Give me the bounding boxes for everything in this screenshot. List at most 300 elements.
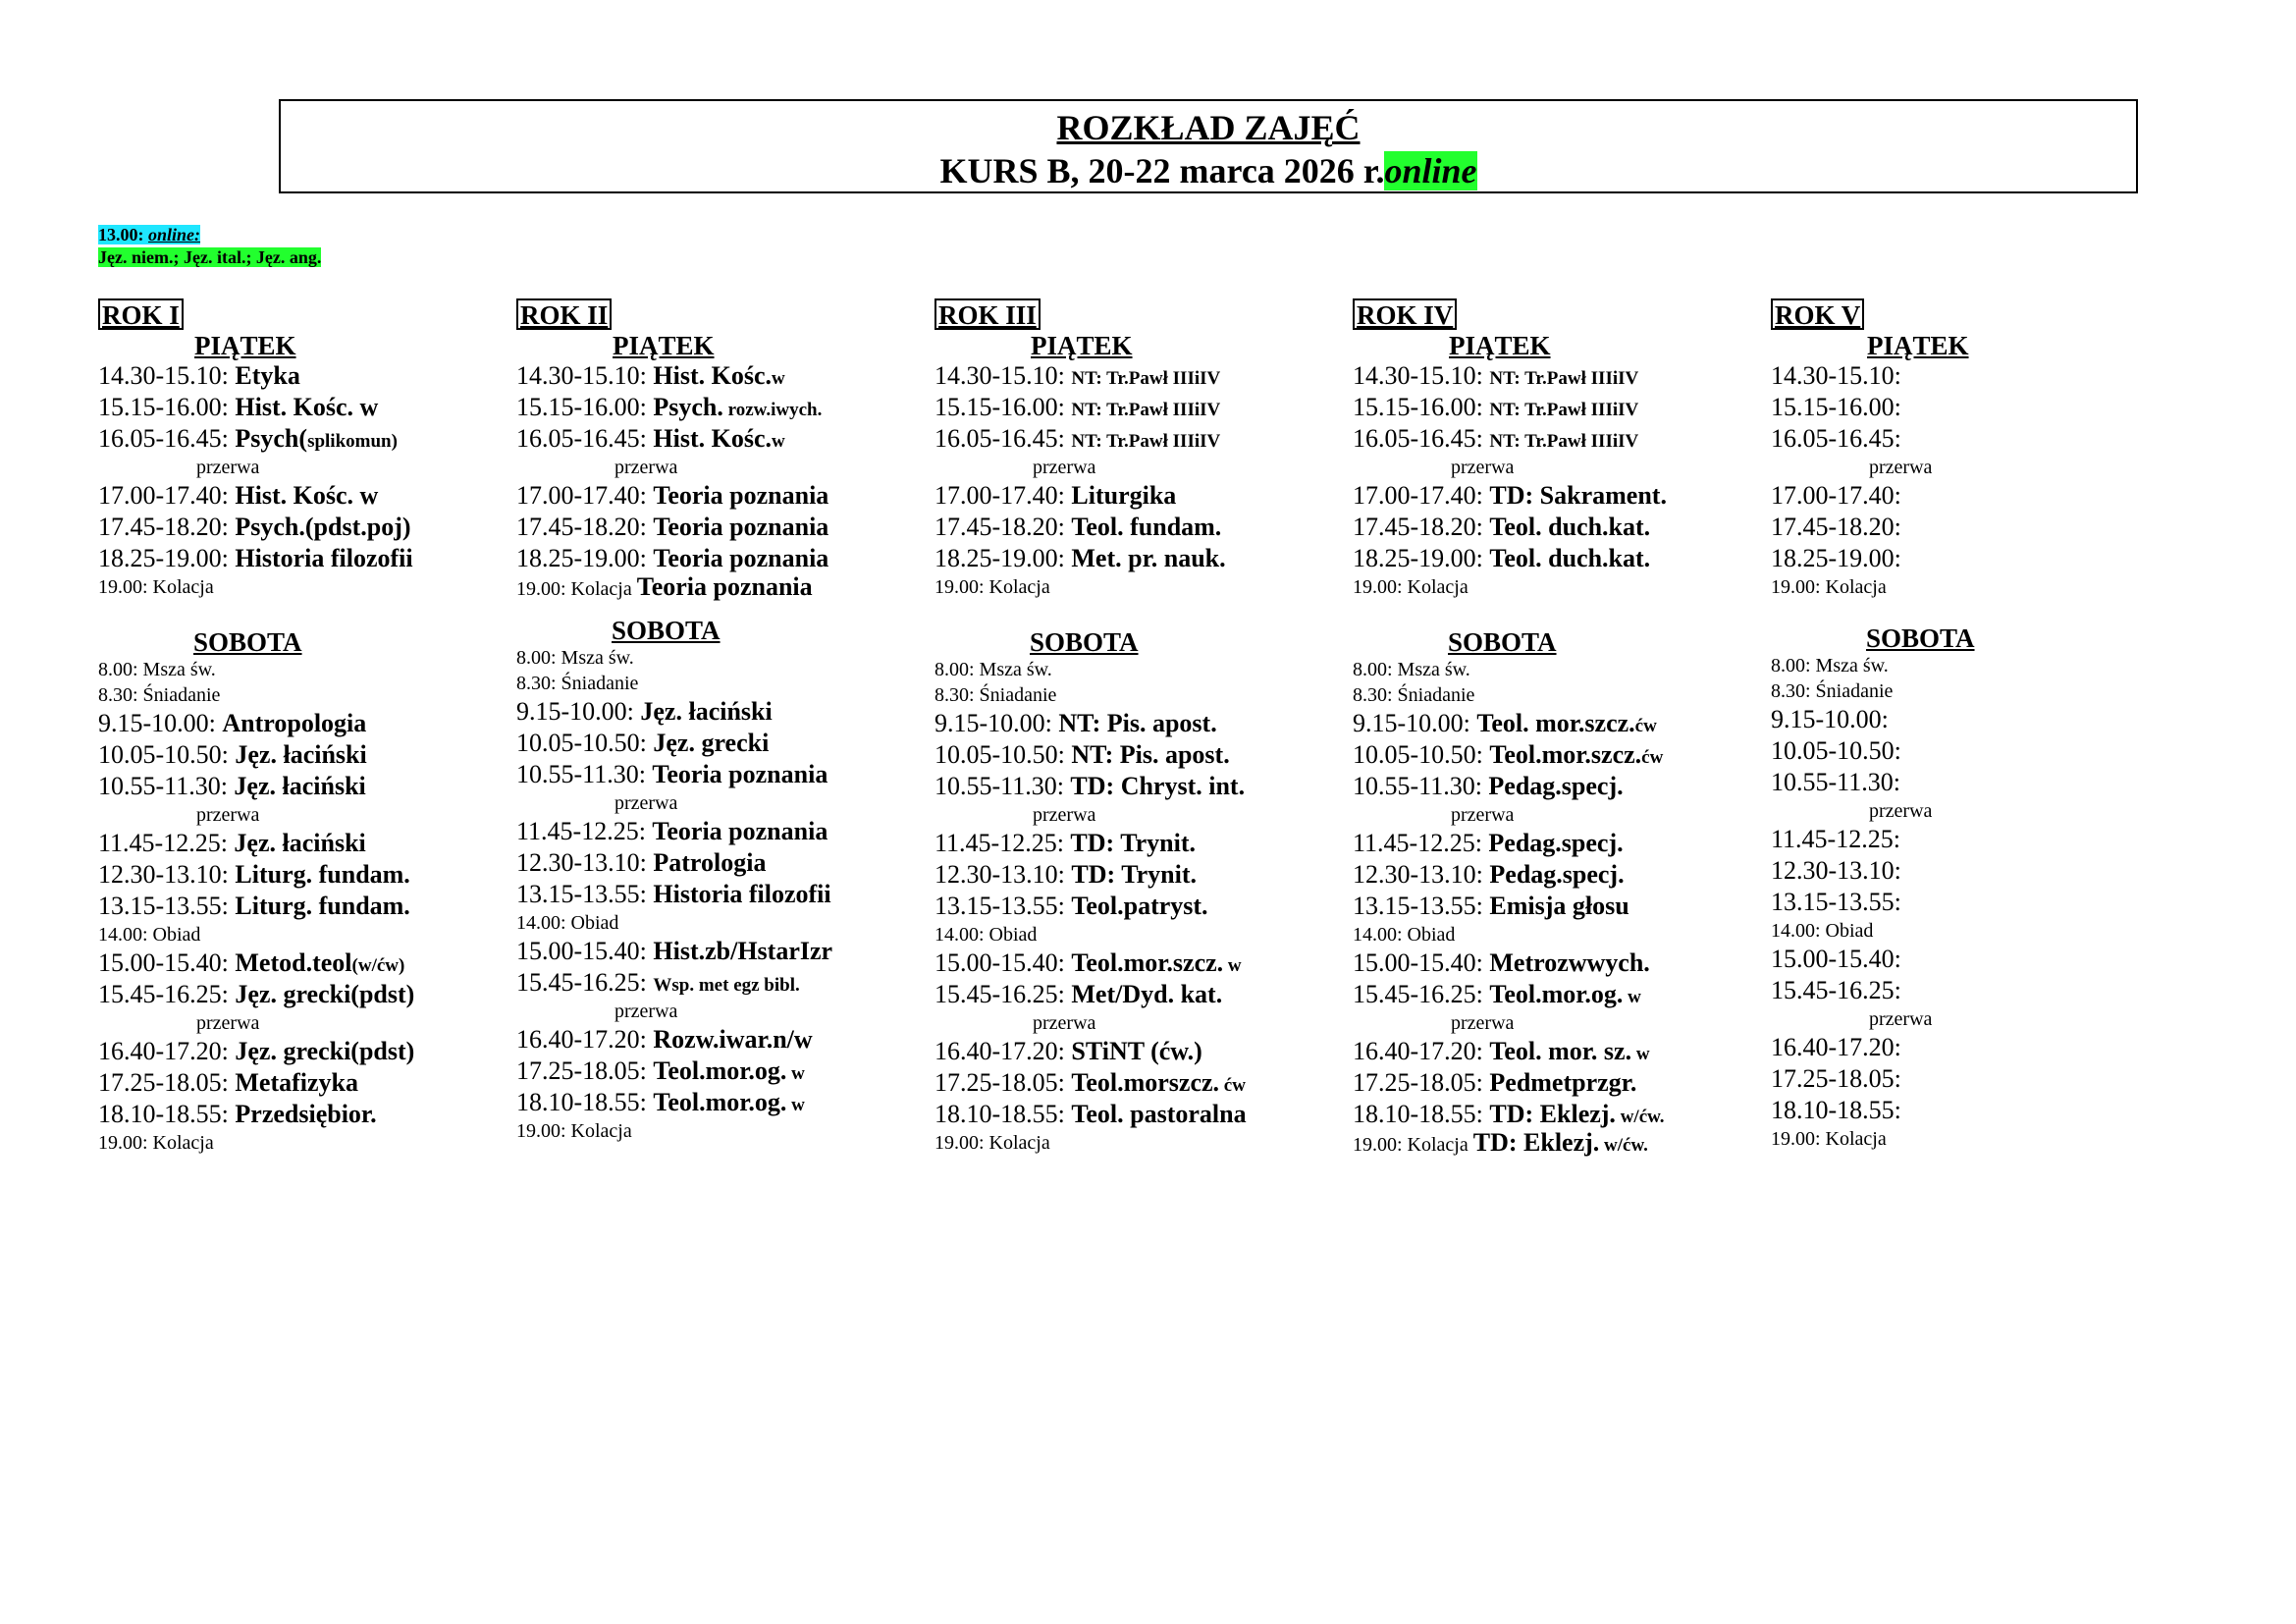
schedule-row: [1771, 855, 2183, 887]
time-slot: 15.15-16.00:: [934, 393, 1072, 421]
schedule-row: [1353, 828, 1765, 859]
online-note-line1: [98, 225, 200, 244]
meal-item: 8.00: Msza św.: [98, 659, 216, 680]
subject-name: Hist. Kośc.: [653, 361, 772, 390]
schedule-row: [98, 859, 510, 891]
day-heading-friday: PIĄTEK: [613, 331, 715, 360]
subject-name: Metod.teol: [235, 948, 352, 977]
schedule-row: [98, 828, 510, 859]
meal-item: 19.00: Kolacja: [516, 1120, 632, 1142]
subject-name: Hist. Kośc. w: [235, 481, 379, 510]
subject-note: w: [1631, 1044, 1650, 1064]
year-label: ROK IV: [1353, 298, 1457, 330]
time-slot: 9.15-10.00:: [934, 709, 1059, 737]
subject-note: NT: Tr.Pawł IIIiIV: [1489, 431, 1639, 452]
time-slot: 9.15-10.00:: [98, 709, 223, 737]
year-column: [934, 298, 1347, 1156]
time-slot: 15.45-16.25:: [1771, 976, 1901, 1004]
time-slot: 14.30-15.10:: [1353, 361, 1490, 390]
time-slot: 15.15-16.00:: [516, 393, 654, 421]
year-column: [1353, 298, 1765, 1156]
schedule-row: [516, 423, 929, 455]
time-slot: 17.25-18.05:: [1353, 1068, 1490, 1097]
year-label-wrap: [98, 298, 510, 330]
schedule-row: [1771, 1032, 2183, 1063]
meal-item: 8.30: Śniadanie: [1771, 680, 1894, 702]
year-label: ROK I: [98, 298, 184, 330]
subject-name: Psych.(pdst.poj): [235, 513, 411, 541]
time-slot: 15.00-15.40:: [1353, 948, 1490, 977]
time-slot: 10.55-11.30:: [98, 772, 235, 800]
subject-name: Teoria poznania: [652, 817, 828, 845]
meal-text: 19.00: Kolacja: [1353, 1134, 1473, 1156]
year-label-wrap: [934, 298, 1347, 330]
meal-item: [1353, 574, 1765, 600]
break-label: przerwa: [1451, 457, 1515, 478]
break-label: przerwa: [614, 457, 678, 478]
schedule-row: [516, 936, 929, 967]
time-slot: 16.05-16.45:: [98, 424, 236, 453]
subject-name: Teol. pastoralna: [1071, 1100, 1247, 1128]
schedule-row: [1771, 512, 2183, 543]
meal-item: 8.00: Msza św.: [1353, 659, 1470, 680]
schedule-row: [1353, 423, 1765, 455]
schedule-row: [934, 859, 1347, 891]
schedule-row: [98, 423, 510, 455]
schedule-row: [98, 1067, 510, 1099]
subject-note: w/ćw.: [1615, 1107, 1665, 1127]
schedule-row: [1771, 543, 2183, 574]
time-slot: 18.25-19.00:: [1771, 544, 1901, 572]
meal-item: 14.00: Obiad: [1771, 920, 1874, 942]
schedule-row: [934, 360, 1347, 392]
subject-name: Historia filozofii: [235, 544, 413, 572]
subject-name: Jęz. grecki: [653, 729, 770, 757]
subject-note: w: [786, 1095, 805, 1115]
subject-name: Teol.mor.szcz.: [1071, 948, 1224, 977]
year-label: ROK II: [516, 298, 612, 330]
schedule-row: [1771, 887, 2183, 918]
spacer: [1353, 600, 1765, 627]
time-slot: 12.30-13.10:: [516, 848, 654, 877]
subject-note: splikomun): [307, 431, 398, 452]
subject-name: Jęz. łaciński: [235, 740, 367, 769]
schedule-row: [934, 891, 1347, 922]
time-slot: 15.45-16.25:: [516, 968, 654, 997]
extra-subject: TD: Eklezj.: [1472, 1128, 1600, 1157]
subject-note: NT: Tr.Pawł IIIiIV: [1489, 368, 1639, 389]
schedule-row: [1771, 423, 2183, 455]
year-label: ROK III: [934, 298, 1041, 330]
schedule-row: [934, 392, 1347, 423]
time-slot: 9.15-10.00:: [516, 697, 641, 726]
time-slot: 17.25-18.05:: [934, 1068, 1072, 1097]
subject-name: Teol. duch.kat.: [1489, 544, 1651, 572]
time-slot: 17.00-17.40:: [934, 481, 1072, 510]
time-slot: 18.25-19.00:: [1353, 544, 1490, 572]
schedule-row: [516, 1087, 929, 1118]
time-slot: 16.05-16.45:: [1353, 424, 1490, 453]
online-highlight: online: [1384, 151, 1477, 190]
schedule-row: [1353, 1067, 1765, 1099]
schedule-row: [1771, 360, 2183, 392]
break-label: przerwa: [196, 804, 260, 826]
subject-name: Teoria poznania: [653, 481, 829, 510]
meal-item: [1353, 1130, 1765, 1156]
time-slot: 17.25-18.05:: [1771, 1064, 1901, 1093]
subject-name: Pedag.specj.: [1488, 829, 1624, 857]
schedule-row: [1353, 891, 1765, 922]
schedule-row: [516, 512, 929, 543]
schedule-row: [98, 708, 510, 739]
time-slot: 17.00-17.40:: [98, 481, 236, 510]
meal-item: [516, 574, 929, 600]
subject-name: Liturg. fundam.: [235, 860, 410, 889]
subject-name: TD: Trynit.: [1071, 860, 1197, 889]
time-slot: 16.40-17.20:: [1353, 1037, 1490, 1065]
subject-name: Met. pr. nauk.: [1071, 544, 1226, 572]
year-label-wrap: [1771, 298, 2183, 330]
time-slot: 18.10-18.55:: [516, 1088, 654, 1116]
time-slot: 15.00-15.40:: [934, 948, 1072, 977]
day-heading-friday: PIĄTEK: [194, 331, 296, 360]
page-subtitle: [281, 149, 2136, 192]
year-label: ROK V: [1771, 298, 1864, 330]
schedule-row: [516, 480, 929, 512]
schedule-row: [98, 543, 510, 574]
time-slot: 17.00-17.40:: [1771, 481, 1901, 510]
time-slot: 14.30-15.10:: [98, 361, 236, 390]
subject-name: Teoria poznania: [653, 513, 829, 541]
year-label-wrap: [516, 298, 929, 330]
time-slot: 15.45-16.25:: [98, 980, 236, 1008]
time-slot: 10.05-10.50:: [1353, 740, 1490, 769]
time-slot: 10.05-10.50:: [98, 740, 236, 769]
schedule-row: [516, 1056, 929, 1087]
subject-name: Teol.patryst.: [1071, 892, 1208, 920]
time-slot: 13.15-13.55:: [98, 892, 236, 920]
schedule-row: [98, 392, 510, 423]
subject-name: Antropologia: [222, 709, 367, 737]
meal-item: 19.00: Kolacja: [98, 1132, 214, 1154]
subject-name: TD: Sakrament.: [1489, 481, 1667, 510]
schedule-row: [1771, 944, 2183, 975]
subject-name: STiNT (ćw.): [1071, 1037, 1202, 1065]
subject-note: NT: Tr.Pawł IIIiIV: [1071, 400, 1221, 420]
subject-name: Metafizyka: [235, 1068, 359, 1097]
time-slot: 17.00-17.40:: [516, 481, 654, 510]
schedule-row: [516, 728, 929, 759]
time-slot: 16.40-17.20:: [98, 1037, 236, 1065]
schedule-row: [516, 360, 929, 392]
break-label: przerwa: [1033, 804, 1096, 826]
time-slot: 12.30-13.10:: [1353, 860, 1490, 889]
time-slot: 11.45-12.25:: [934, 829, 1071, 857]
schedule-row: [516, 392, 929, 423]
time-slot: 16.40-17.20:: [1771, 1033, 1901, 1061]
subject-name: NT: Pis. apost.: [1058, 709, 1217, 737]
schedule-row: [934, 947, 1347, 979]
schedule-row: [1353, 360, 1765, 392]
schedule-row: [1771, 704, 2183, 735]
schedule-row: [1353, 739, 1765, 771]
subject-name: Teol.mor.og.: [1489, 980, 1624, 1008]
time-slot: 10.05-10.50:: [934, 740, 1072, 769]
time-slot: 14.30-15.10:: [1771, 361, 1901, 390]
spacer: [98, 600, 510, 627]
break-label: przerwa: [1033, 1012, 1096, 1034]
subject-note: w: [786, 1063, 805, 1084]
schedule-row: [516, 847, 929, 879]
subject-name: Przedsiębior.: [235, 1100, 377, 1128]
schedule-row: [934, 979, 1347, 1010]
subject-name: Metrozwwych.: [1489, 948, 1650, 977]
time-slot: 16.05-16.45:: [1771, 424, 1901, 453]
subject-name: Jęz. łaciński: [234, 772, 366, 800]
page-title: ROZKŁAD ZAJĘĆ: [1056, 108, 1361, 147]
schedule-row: [1771, 1063, 2183, 1095]
subject-name: Teoria poznania: [653, 544, 829, 572]
schedule-row: [1771, 824, 2183, 855]
time-slot: 13.15-13.55:: [1771, 888, 1901, 916]
break-label: przerwa: [1451, 804, 1515, 826]
meal-item: 8.30: Śniadanie: [516, 673, 639, 694]
subject-name: Jęz. łaciński: [234, 829, 366, 857]
online-note-line2: Jęz. niem.; Jęz. ital.; Jęz. ang.: [98, 247, 322, 267]
subject-name: Emisja głosu: [1489, 892, 1629, 920]
subject-name: Rozw.iwar.n/w: [653, 1025, 813, 1054]
time-slot: 17.45-18.20:: [1771, 513, 1901, 541]
break-label: przerwa: [1869, 1008, 1933, 1030]
subject-name: Historia filozofii: [653, 880, 831, 908]
time-slot: 15.00-15.40:: [98, 948, 236, 977]
meal-item: 14.00: Obiad: [934, 924, 1038, 946]
year-column: [1771, 298, 2183, 1152]
time-slot: 16.40-17.20:: [934, 1037, 1072, 1065]
meal-item: [934, 574, 1347, 600]
day-heading-saturday: SOBOTA: [1030, 627, 1139, 657]
subject-note: ćw: [1219, 1075, 1246, 1096]
subject-name: Hist. Kośc. w: [235, 393, 379, 421]
schedule-row: [516, 543, 929, 574]
subject-name: Etyka: [235, 361, 300, 390]
subject-note: Wsp. met egz bibl.: [653, 975, 800, 996]
extra-note: w/ćw.: [1599, 1135, 1648, 1156]
schedule-row: [1353, 480, 1765, 512]
time-slot: 10.55-11.30:: [516, 760, 653, 788]
subject-note: w: [772, 368, 785, 389]
schedule-row: [1353, 859, 1765, 891]
schedule-row: [98, 771, 510, 802]
subject-name: Pedmetprzgr.: [1489, 1068, 1637, 1097]
subject-name: Liturg. fundam.: [235, 892, 410, 920]
time-slot: 17.45-18.20:: [98, 513, 236, 541]
meal-text: 19.00: Kolacja: [516, 578, 637, 600]
schedule-row: [516, 967, 929, 999]
subject-name: Teol. mor. sz.: [1489, 1037, 1632, 1065]
time-slot: 15.00-15.40:: [516, 937, 654, 965]
subject-name: Teol.morszcz.: [1071, 1068, 1220, 1097]
meal-item: 8.30: Śniadanie: [934, 684, 1057, 706]
time-slot: 18.10-18.55:: [1353, 1100, 1490, 1128]
subject-name: Pedag.specj.: [1489, 860, 1625, 889]
meal-item: [98, 574, 510, 600]
schedule-row: [516, 1024, 929, 1056]
meal-item: 14.00: Obiad: [98, 924, 201, 946]
subject-name: Teol.mor.szcz.: [1489, 740, 1642, 769]
time-slot: 10.55-11.30:: [1353, 772, 1489, 800]
schedule-row: [1353, 708, 1765, 739]
subject-note: w: [1623, 987, 1641, 1007]
meal-text: 19.00: Kolacja: [1771, 576, 1887, 598]
time-slot: 11.45-12.25:: [1353, 829, 1489, 857]
online-note-time: 13.00:: [98, 225, 144, 244]
subtitle-text: KURS B, 20-22 marca 2026 r.: [939, 151, 1385, 190]
schedule-row: [1353, 947, 1765, 979]
time-slot: 13.15-13.55:: [1353, 892, 1490, 920]
subject-note: NT: Tr.Pawł IIIiIV: [1071, 368, 1221, 389]
time-slot: 10.55-11.30:: [1771, 768, 1900, 796]
extra-subject: Teoria poznania: [636, 572, 813, 601]
break-label: przerwa: [1869, 800, 1933, 822]
time-slot: 12.30-13.10:: [934, 860, 1072, 889]
meal-text: 19.00: Kolacja: [98, 576, 214, 598]
time-slot: 10.05-10.50:: [1771, 736, 1901, 765]
time-slot: 11.45-12.25:: [1771, 825, 1900, 853]
subject-name: Patrologia: [653, 848, 767, 877]
time-slot: 15.45-16.25:: [1353, 980, 1490, 1008]
time-slot: 13.15-13.55:: [516, 880, 654, 908]
spacer: [1771, 600, 2183, 623]
subject-note: (w/ćw): [351, 955, 405, 976]
schedule-row: [934, 543, 1347, 574]
schedule-row: [98, 979, 510, 1010]
subject-note: NT: Tr.Pawł IIIiIV: [1489, 400, 1639, 420]
schedule-row: [934, 512, 1347, 543]
subject-name: Liturgika: [1071, 481, 1177, 510]
subject-name: Psych.: [653, 393, 723, 421]
subject-name: Hist. Kośc.: [653, 424, 772, 453]
schedule-row: [516, 879, 929, 910]
time-slot: 16.05-16.45:: [934, 424, 1072, 453]
schedule-row: [1771, 975, 2183, 1006]
subject-note: ćw: [1641, 747, 1664, 768]
spacer: [934, 600, 1347, 627]
time-slot: 13.15-13.55:: [934, 892, 1072, 920]
subject-note: ćw: [1634, 716, 1657, 736]
subject-name: Psych(: [235, 424, 308, 453]
break-label: przerwa: [1451, 1012, 1515, 1034]
time-slot: 18.25-19.00:: [516, 544, 654, 572]
time-slot: 18.10-18.55:: [1771, 1096, 1901, 1124]
subject-note: rozw.iwych.: [722, 400, 823, 420]
day-heading-saturday: SOBOTA: [193, 627, 302, 657]
schedule-row: [1771, 767, 2183, 798]
subject-name: Jęz. łaciński: [640, 697, 773, 726]
year-column: [98, 298, 510, 1156]
schedule-row: [1771, 735, 2183, 767]
time-slot: 17.25-18.05:: [98, 1068, 236, 1097]
schedule-row: [934, 771, 1347, 802]
time-slot: 9.15-10.00:: [1771, 705, 1889, 733]
online-note-label: online:: [148, 225, 201, 244]
schedule-row: [1771, 480, 2183, 512]
schedule-row: [98, 947, 510, 979]
meal-text: 19.00: Kolacja: [934, 576, 1050, 598]
subject-name: Teoria poznania: [652, 760, 828, 788]
meal-item: 8.30: Śniadanie: [1353, 684, 1475, 706]
year-column: [516, 298, 929, 1144]
day-heading-friday: PIĄTEK: [1449, 331, 1551, 360]
day-heading-saturday: SOBOTA: [1448, 627, 1557, 657]
spacer: [516, 600, 929, 616]
schedule-row: [934, 708, 1347, 739]
meal-text: 19.00: Kolacja: [1353, 576, 1468, 598]
meal-item: 8.00: Msza św.: [516, 647, 634, 669]
time-slot: 17.45-18.20:: [1353, 513, 1490, 541]
meal-item: 14.00: Obiad: [1353, 924, 1456, 946]
schedule-row: [516, 696, 929, 728]
subject-name: Met/Dyd. kat.: [1071, 980, 1223, 1008]
schedule-row: [98, 360, 510, 392]
time-slot: 10.05-10.50:: [516, 729, 654, 757]
time-slot: 16.40-17.20:: [516, 1025, 654, 1054]
time-slot: 17.25-18.05:: [516, 1056, 654, 1085]
schedule-row: [1353, 1099, 1765, 1130]
schedule-row: [934, 480, 1347, 512]
schedule-row: [934, 739, 1347, 771]
time-slot: 18.25-19.00:: [98, 544, 236, 572]
header-box: [279, 99, 2138, 193]
subject-name: Teol. duch.kat.: [1489, 513, 1651, 541]
time-slot: 16.05-16.45:: [516, 424, 654, 453]
schedule-row: [1353, 1036, 1765, 1067]
break-label: przerwa: [1869, 457, 1933, 478]
subject-name: TD: Trynit.: [1070, 829, 1197, 857]
time-slot: 15.45-16.25:: [934, 980, 1072, 1008]
subject-name: Jęz. grecki(pdst): [235, 980, 415, 1008]
day-heading-saturday: SOBOTA: [1866, 623, 1975, 653]
schedule-row: [98, 891, 510, 922]
time-slot: 11.45-12.25:: [98, 829, 235, 857]
time-slot: 18.25-19.00:: [934, 544, 1072, 572]
time-slot: 15.00-15.40:: [1771, 945, 1901, 973]
time-slot: 9.15-10.00:: [1353, 709, 1477, 737]
break-label: przerwa: [614, 1001, 678, 1022]
schedule-row: [934, 1067, 1347, 1099]
subject-name: TD: Eklezj.: [1489, 1100, 1616, 1128]
subject-name: Teol.mor.og.: [653, 1056, 787, 1085]
time-slot: 12.30-13.10:: [98, 860, 236, 889]
schedule-row: [516, 816, 929, 847]
break-label: przerwa: [196, 457, 260, 478]
time-slot: 17.00-17.40:: [1353, 481, 1490, 510]
schedule-row: [934, 1099, 1347, 1130]
subject-name: Hist.zb/HstarIzr: [653, 937, 833, 965]
subject-note: w: [1223, 955, 1242, 976]
meal-item: 8.00: Msza św.: [934, 659, 1052, 680]
subject-note: w: [772, 431, 785, 452]
schedule-row: [934, 423, 1347, 455]
meal-item: 8.30: Śniadanie: [98, 684, 221, 706]
schedule-row: [98, 1099, 510, 1130]
day-heading-friday: PIĄTEK: [1867, 331, 1969, 360]
year-label-wrap: [1353, 298, 1765, 330]
time-slot: 17.45-18.20:: [516, 513, 654, 541]
online-note: [98, 224, 321, 269]
schedule-row: [98, 1036, 510, 1067]
meal-item: [1771, 574, 2183, 600]
